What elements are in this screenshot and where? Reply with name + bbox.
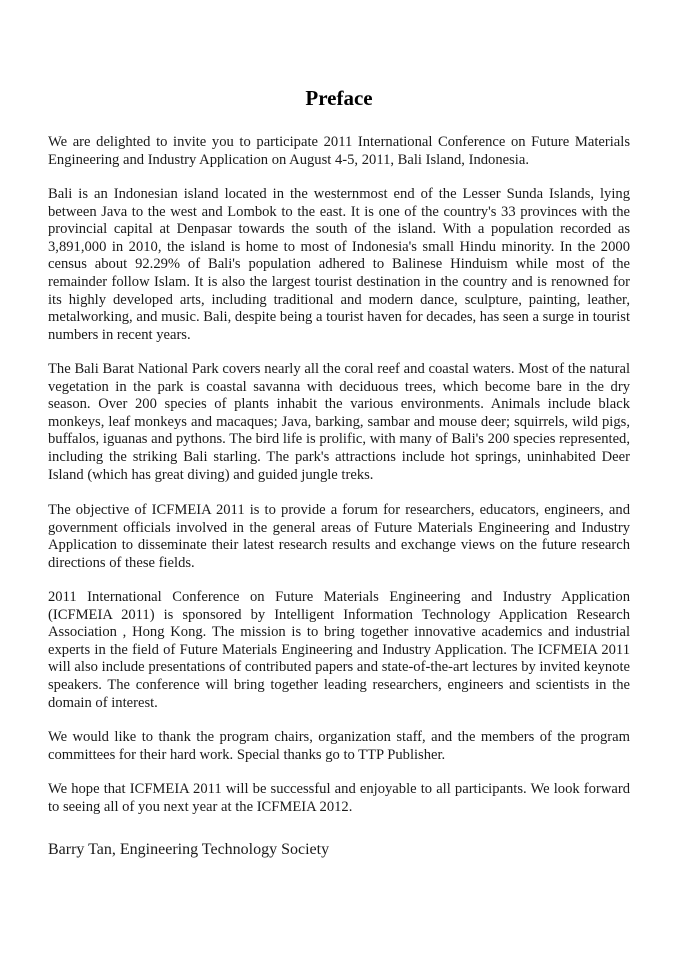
paragraph-national-park: The Bali Barat National Park covers nearly all the coral reef and coastal waters. Most of the natural vegetation in the park is coastal savanna with deciduous trees, which become bare in the dry season. Over 200 species of plants inhabit the various environments. Animals include black monkeys, leaf monkeys and macaques; Java, barking, sambar and mouse deer; squirrels, wild pigs, buffalos, iguanas and pythons. The bird life is prolific, with many of Bali's 200 species represented, including the striking Bali starling. The park's attractions include hot springs, uninhabited Deer Island (which has great diving) and guided jungle treks.: [48, 361, 630, 483]
paragraph-bali: Bali is an Indonesian island located in the westernmost end of the Lesser Sunda Islands, lying between Java to the west and Lombok to the east. It is one of the country's 33 provinces with the provincial capital at Denpasar towards the south of the island. With a population recorded as 3,891,000 in 2010, the island is home to most of Indonesia's small Hindu minority. In the 2000 census about 92.29% of Bali's population adhered to Balinese Hinduism while most of the remainder follow Islam. It is also the largest tourist destination in the country and is renowned for its highly developed arts, including traditional and modern dance, sculpture, painting, leather, metalworking, and music. Bali, despite being a tourist haven for decades, has seen a surge in tourist numbers in recent years.: [48, 186, 630, 343]
paragraph-invitation: We are delighted to invite you to participate 2011 International Conference on Future Materials Engineering and Industry Application on August 4-5, 2011, Bali Island, Indonesia.: [48, 134, 630, 168]
paragraph-sponsor: 2011 International Conference on Future Materials Engineering and Industry Application (ICFMEIA 2011) is sponsored by Intelligent Information Technology Application Research Association , Hong Kong. The mission is to bring together innovative academics and industrial experts in the field of Future Materials Engineering and Industry Application. The ICFMEIA 2011 will also include presentations of contributed papers and state-of-the-art lectures by invited keynote speakers. The conference will bring together leading researchers, engineers and scientists in the domain of interest.: [48, 589, 630, 711]
page-title: Preface: [305, 86, 373, 110]
paragraph-closing: We hope that ICFMEIA 2011 will be successful and enjoyable to all participants. We look forward to seeing all of you next year at the ICFMEIA 2012.: [48, 781, 630, 815]
paragraph-objective: The objective of ICFMEIA 2011 is to provide a forum for researchers, educators, engineers, and government officials involved in the general areas of Future Materials Engineering and Industry Application to disseminate their latest research results and exchange views on the future research directions of these fields.: [48, 502, 630, 571]
signature: Barry Tan, Engineering Technology Society: [48, 841, 330, 858]
paragraph-thanks: We would like to thank the program chairs, organization staff, and the members of the program committees for their hard work. Special thanks go to TTP Publisher.: [48, 729, 630, 763]
